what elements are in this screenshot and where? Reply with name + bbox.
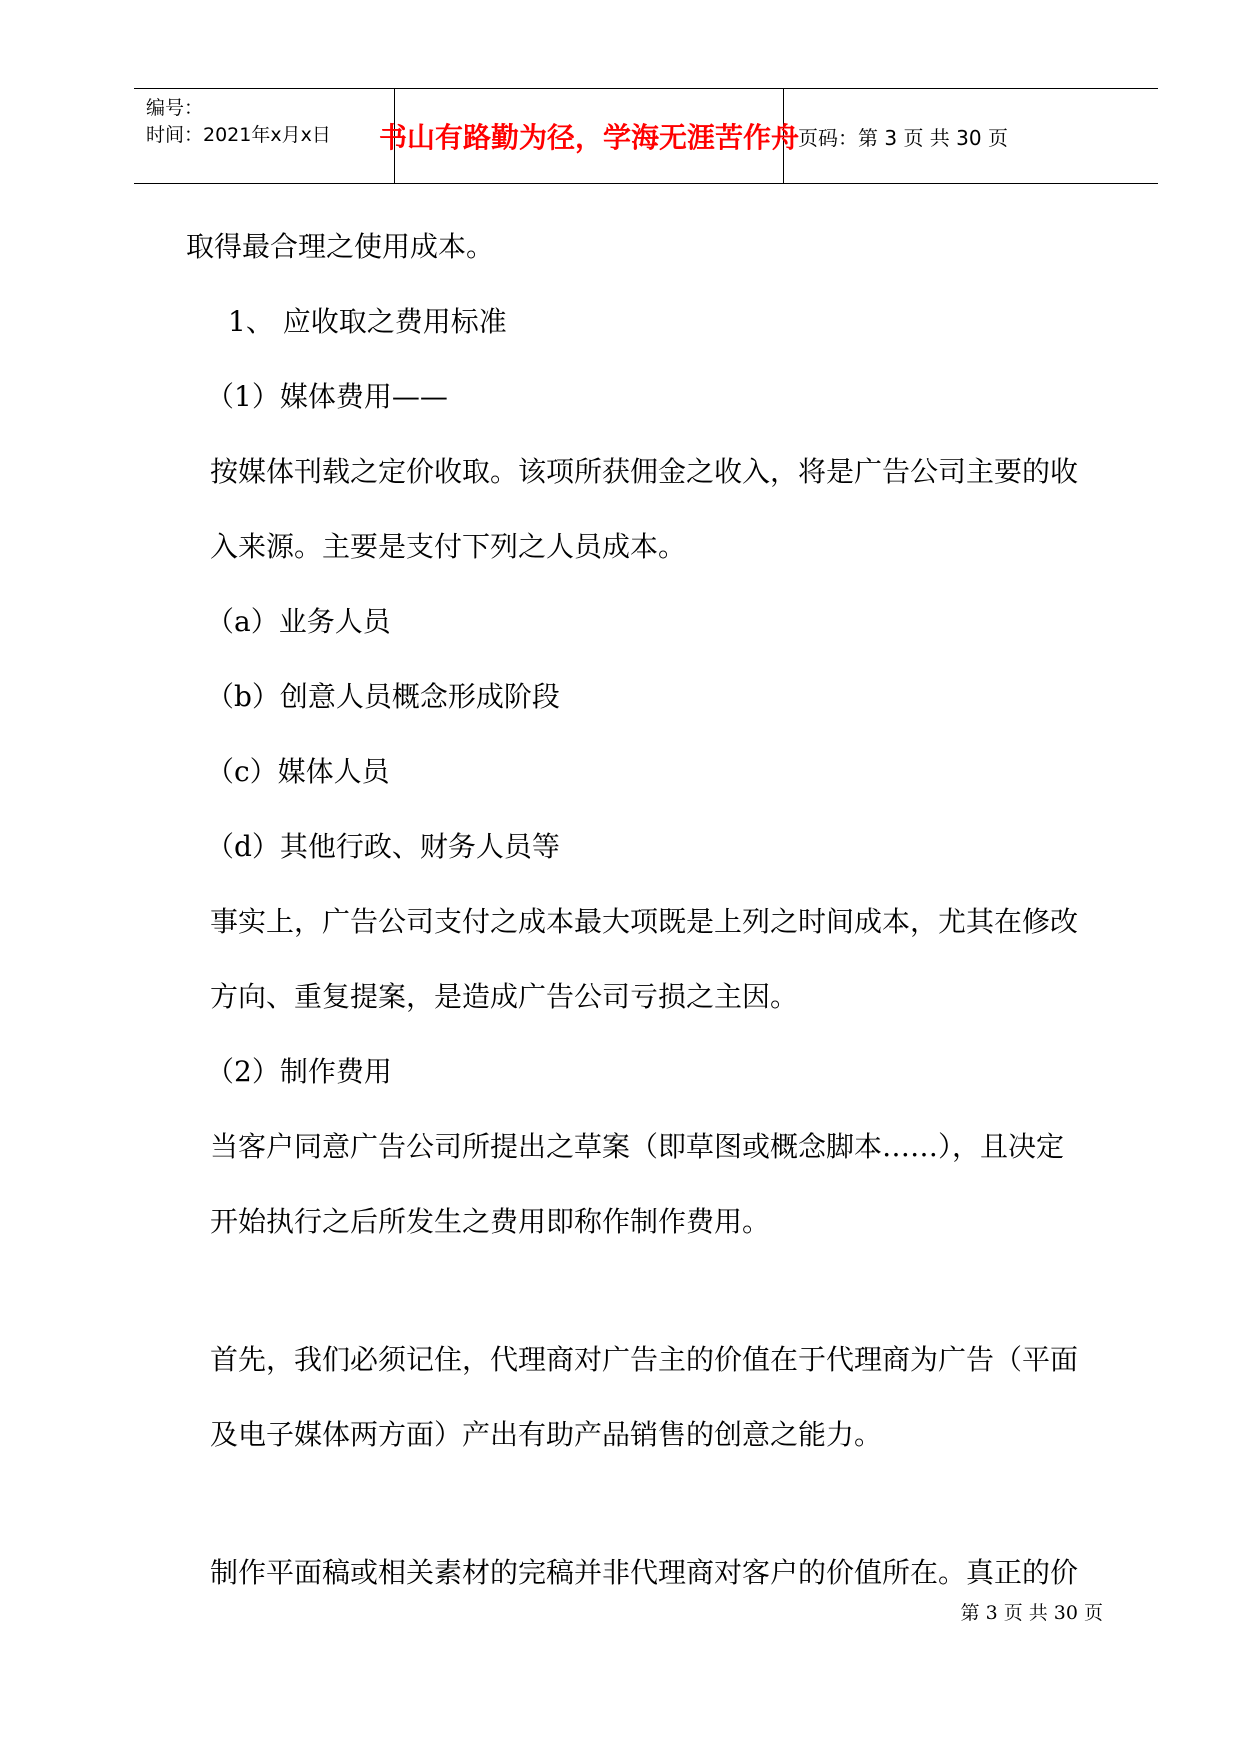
header-motto: 书山有路勤为径，学海无涯苦作舟 (379, 121, 800, 154)
text-line: 首先，我们必须记住，代理商对广告主的价值在于代理商为广告（平面 (210, 1343, 1079, 1376)
text-line: 按媒体刊载之定价收取。该项所获佣金之收入，将是广告公司主要的收 (210, 455, 1079, 488)
list-item: （a）业务人员 (206, 605, 391, 638)
list-item: （d）其他行政、财务人员等 (206, 830, 560, 863)
subsection-heading: （1）媒体费用—— (206, 380, 448, 413)
text-line: 事实上，广告公司支付之成本最大项既是上列之时间成本，尤其在修改 (210, 905, 1079, 938)
text-line: 当客户同意广告公司所提出之草案（即草图或概念脚本……），且决定 (210, 1130, 1065, 1163)
page-header (134, 88, 1158, 184)
text-line: 取得最合理之使用成本。 (186, 230, 495, 263)
list-item: （c）媒体人员 (206, 755, 390, 788)
document-number-label: 编号： (146, 97, 204, 119)
text-line: 开始执行之后所发生之费用即称作制作费用。 (210, 1205, 771, 1238)
header-page-cell (784, 89, 1158, 183)
page-footer: 第 3 页 共 30 页 (960, 1602, 1103, 1624)
text-line: 制作平面稿或相关素材的完稿并非代理商对客户的价值所在。真正的价 (210, 1556, 1079, 1589)
section-heading: 1、 应收取之费用标准 (228, 305, 507, 338)
list-item: （b）创意人员概念形成阶段 (206, 680, 560, 713)
text-line: 及电子媒体两方面）产出有助产品销售的创意之能力。 (210, 1418, 883, 1451)
text-line: 方向、重复提案，是造成广告公司亏损之主因。 (210, 980, 799, 1013)
document-time-label: 时间：2021年x月x日 (146, 124, 331, 146)
subsection-heading: （2）制作费用 (206, 1055, 392, 1088)
header-meta-cell (134, 89, 394, 183)
text-line: 入来源。主要是支付下列之人员成本。 (210, 530, 687, 563)
header-motto-cell (379, 89, 800, 183)
header-page-info: 页码：第 3 页 共 30 页 (798, 125, 1008, 150)
